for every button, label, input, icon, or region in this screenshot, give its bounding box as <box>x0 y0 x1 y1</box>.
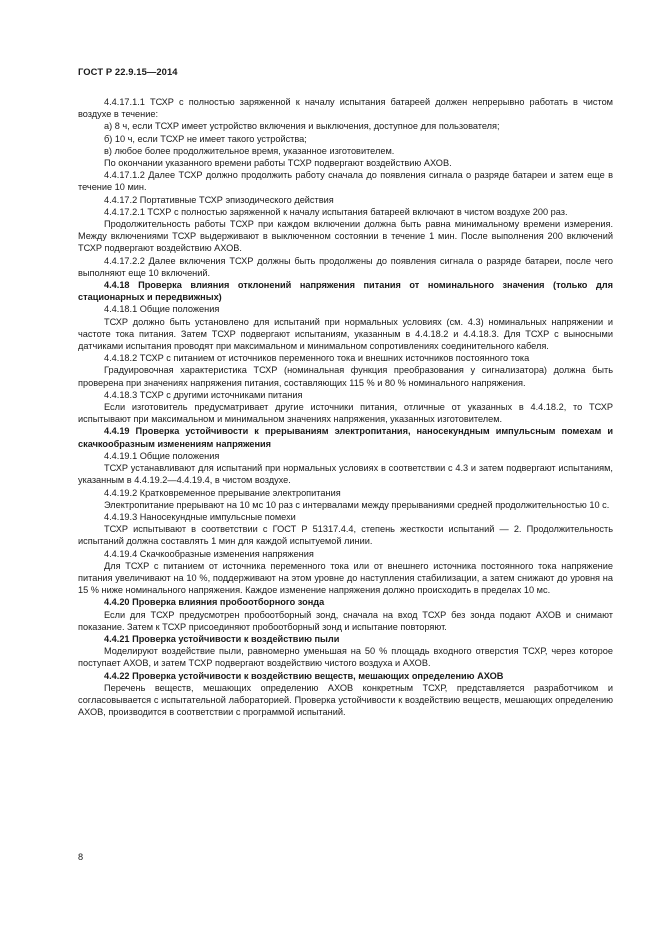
paragraph: 4.4.17.2.1 ТСХР с полностью заряженной к началу испытания батареей включают в чистом воздухе 200 раз. <box>104 206 568 217</box>
subsection-heading: 4.4.19.1 Общие положения <box>104 450 220 461</box>
paragraph: Если для ТСХР предусмотрен пробоотборный зонд, сначала на вход ТСХР без зонда подают АХОВ и снимают показание. Затем к ТСХР присоединяют пробоотборный зонд и испытание повторяют. <box>78 609 613 632</box>
section-heading: 4.4.19 Проверка устойчивости к прерываниям электропитания, наносекундным импульсным помехам и скачкообразным изменениям напряжения <box>78 426 613 449</box>
paragraph: Перечень веществ, мешающих определению АХОВ конкретным ТСХР, представляется разработчиком и согласовывается с испытательной лабораторией. Проверка устойчивости к воздействию веществ, мешающих определению АХОВ, производится в соответствии с программой испытаний. <box>78 682 613 718</box>
document-body <box>78 96 613 718</box>
section-heading: 4.4.21 Проверка устойчивости к воздействию пыли <box>104 633 340 644</box>
paragraph: Градуировочная характеристика ТСХР (номинальная функция преобразования у сигнализатора) должна быть проверена при значениях напряжения питания, составляющих 115 % и 80 % номинального напряжения. <box>78 365 613 388</box>
paragraph: Если изготовитель предусматривает другие источники питания, отличные от указанных в 4.4.18.2, то ТСХР испытывают при максимальном и минимальном значениях напряжения, указанных изготовителем. <box>78 402 613 425</box>
paragraph: 4.4.17.1.2 Далее ТСХР должно продолжить работу сначала до появления сигнала о разряде батареи и затем еще в течение 10 мин. <box>78 170 613 193</box>
section-heading: 4.4.22 Проверка устойчивости к воздействию веществ, мешающих определению АХОВ <box>104 670 504 681</box>
page-number: 8 <box>78 852 84 862</box>
section-heading: 4.4.20 Проверка влияния пробоотборного зонда <box>104 597 325 608</box>
subsection-heading: 4.4.17.2 Портативные ТСХР эпизодического действия <box>104 194 334 205</box>
paragraph: По окончании указанного времени работы ТСХР подвергают воздействию АХОВ. <box>104 158 452 169</box>
document-header: ГОСТ Р 22.9.15—2014 <box>78 66 178 77</box>
paragraph: ТСХР должно быть установлено для испытаний при нормальных условиях (см. 4.3) номинальных напряжении и частоте тока питания. Затем ТСХР подвергают испытаниям, указанным в 4.4.18.2 и 4.4.18.3. Для ТСХР с выносными датчиками испытания проводят при максимальном и минимальном сопротивлениях соединительного кабеля. <box>78 316 613 352</box>
paragraph: Продолжительность работы ТСХР при каждом включении должна быть равна минимальному времени измерения. Между включениями ТСХР выдерживают в выключенном состоянии в течение 1 мин. После выполнения 200 включений ТСХР подвергают воздействию АХОВ. <box>78 219 613 254</box>
list-item: б) 10 ч, если ТСХР не имеет такого устройства; <box>104 133 307 144</box>
paragraph: ТСХР устанавливают для испытаний при нормальных условиях в соответствии с 4.3 и затем подвергают испытаниям, указанным в 4.4.19.2—4.4.19.4, в чистом воздухе. <box>78 463 613 486</box>
paragraph: Электропитание прерывают на 10 мс 10 раз с интервалами между прерываниями средней продолжительностью 10 с. <box>104 499 610 510</box>
paragraph: Моделируют воздействие пыли, равномерно уменьшая на 50 % площадь входного отверстия ТСХР, через которое поступает АХОВ, и затем ТСХР подвергают воздействию чистого воздуха и АХОВ. <box>78 646 613 669</box>
section-heading: 4.4.18 Проверка влияния отклонений напряжения питания от номинального значения (только для стационарных и передвижных) <box>78 280 613 303</box>
subsection-heading: 4.4.18.1 Общие положения <box>104 304 220 315</box>
paragraph: 4.4.17.1.1 ТСХР с полностью заряженной к началу испытания батареей должен непрерывно работать в чистом воздухе в течение: <box>78 97 613 120</box>
paragraph: ТСХР испытывают в соответствии с ГОСТ Р 51317.4.4, степень жесткости испытаний — 2. Продолжительность испытаний должна составлять 1 мин для каждой испытуемой линии. <box>78 524 613 547</box>
subsection-heading: 4.4.19.2 Кратковременное прерывание электропитания <box>104 487 341 498</box>
paragraph: 4.4.17.2.2 Далее включения ТСХР должны быть продолжены до появления сигнала о разряде батареи, после чего выполняют еще 10 включений. <box>78 255 613 278</box>
subsection-heading: 4.4.19.4 Скачкообразные изменения напряжения <box>104 548 314 559</box>
subsection-heading: 4.4.18.2 ТСХР с питанием от источников переменного тока и внешних источников постоянного тока <box>104 353 530 364</box>
paragraph: Для ТСХР с питанием от источника переменного тока или от внешнего источника постоянного тока напряжение питания увеличивают на 10 %, поддерживают на этом уровне до наступления стабилизации, а затем снижают до уровня на 15 % ниже номинального напряжения. Каждое изменение напряжения должно происходить в пределах 10 мс. <box>78 560 613 596</box>
subsection-heading: 4.4.18.3 ТСХР с другими источниками питания <box>104 389 303 400</box>
list-item: в) любое более продолжительное время, указанное изготовителем. <box>104 145 395 156</box>
list-item: а) 8 ч, если ТСХР имеет устройство включения и выключения, доступное для пользователя; <box>104 121 500 132</box>
subsection-heading: 4.4.19.3 Наносекундные импульсные помехи <box>104 511 296 522</box>
